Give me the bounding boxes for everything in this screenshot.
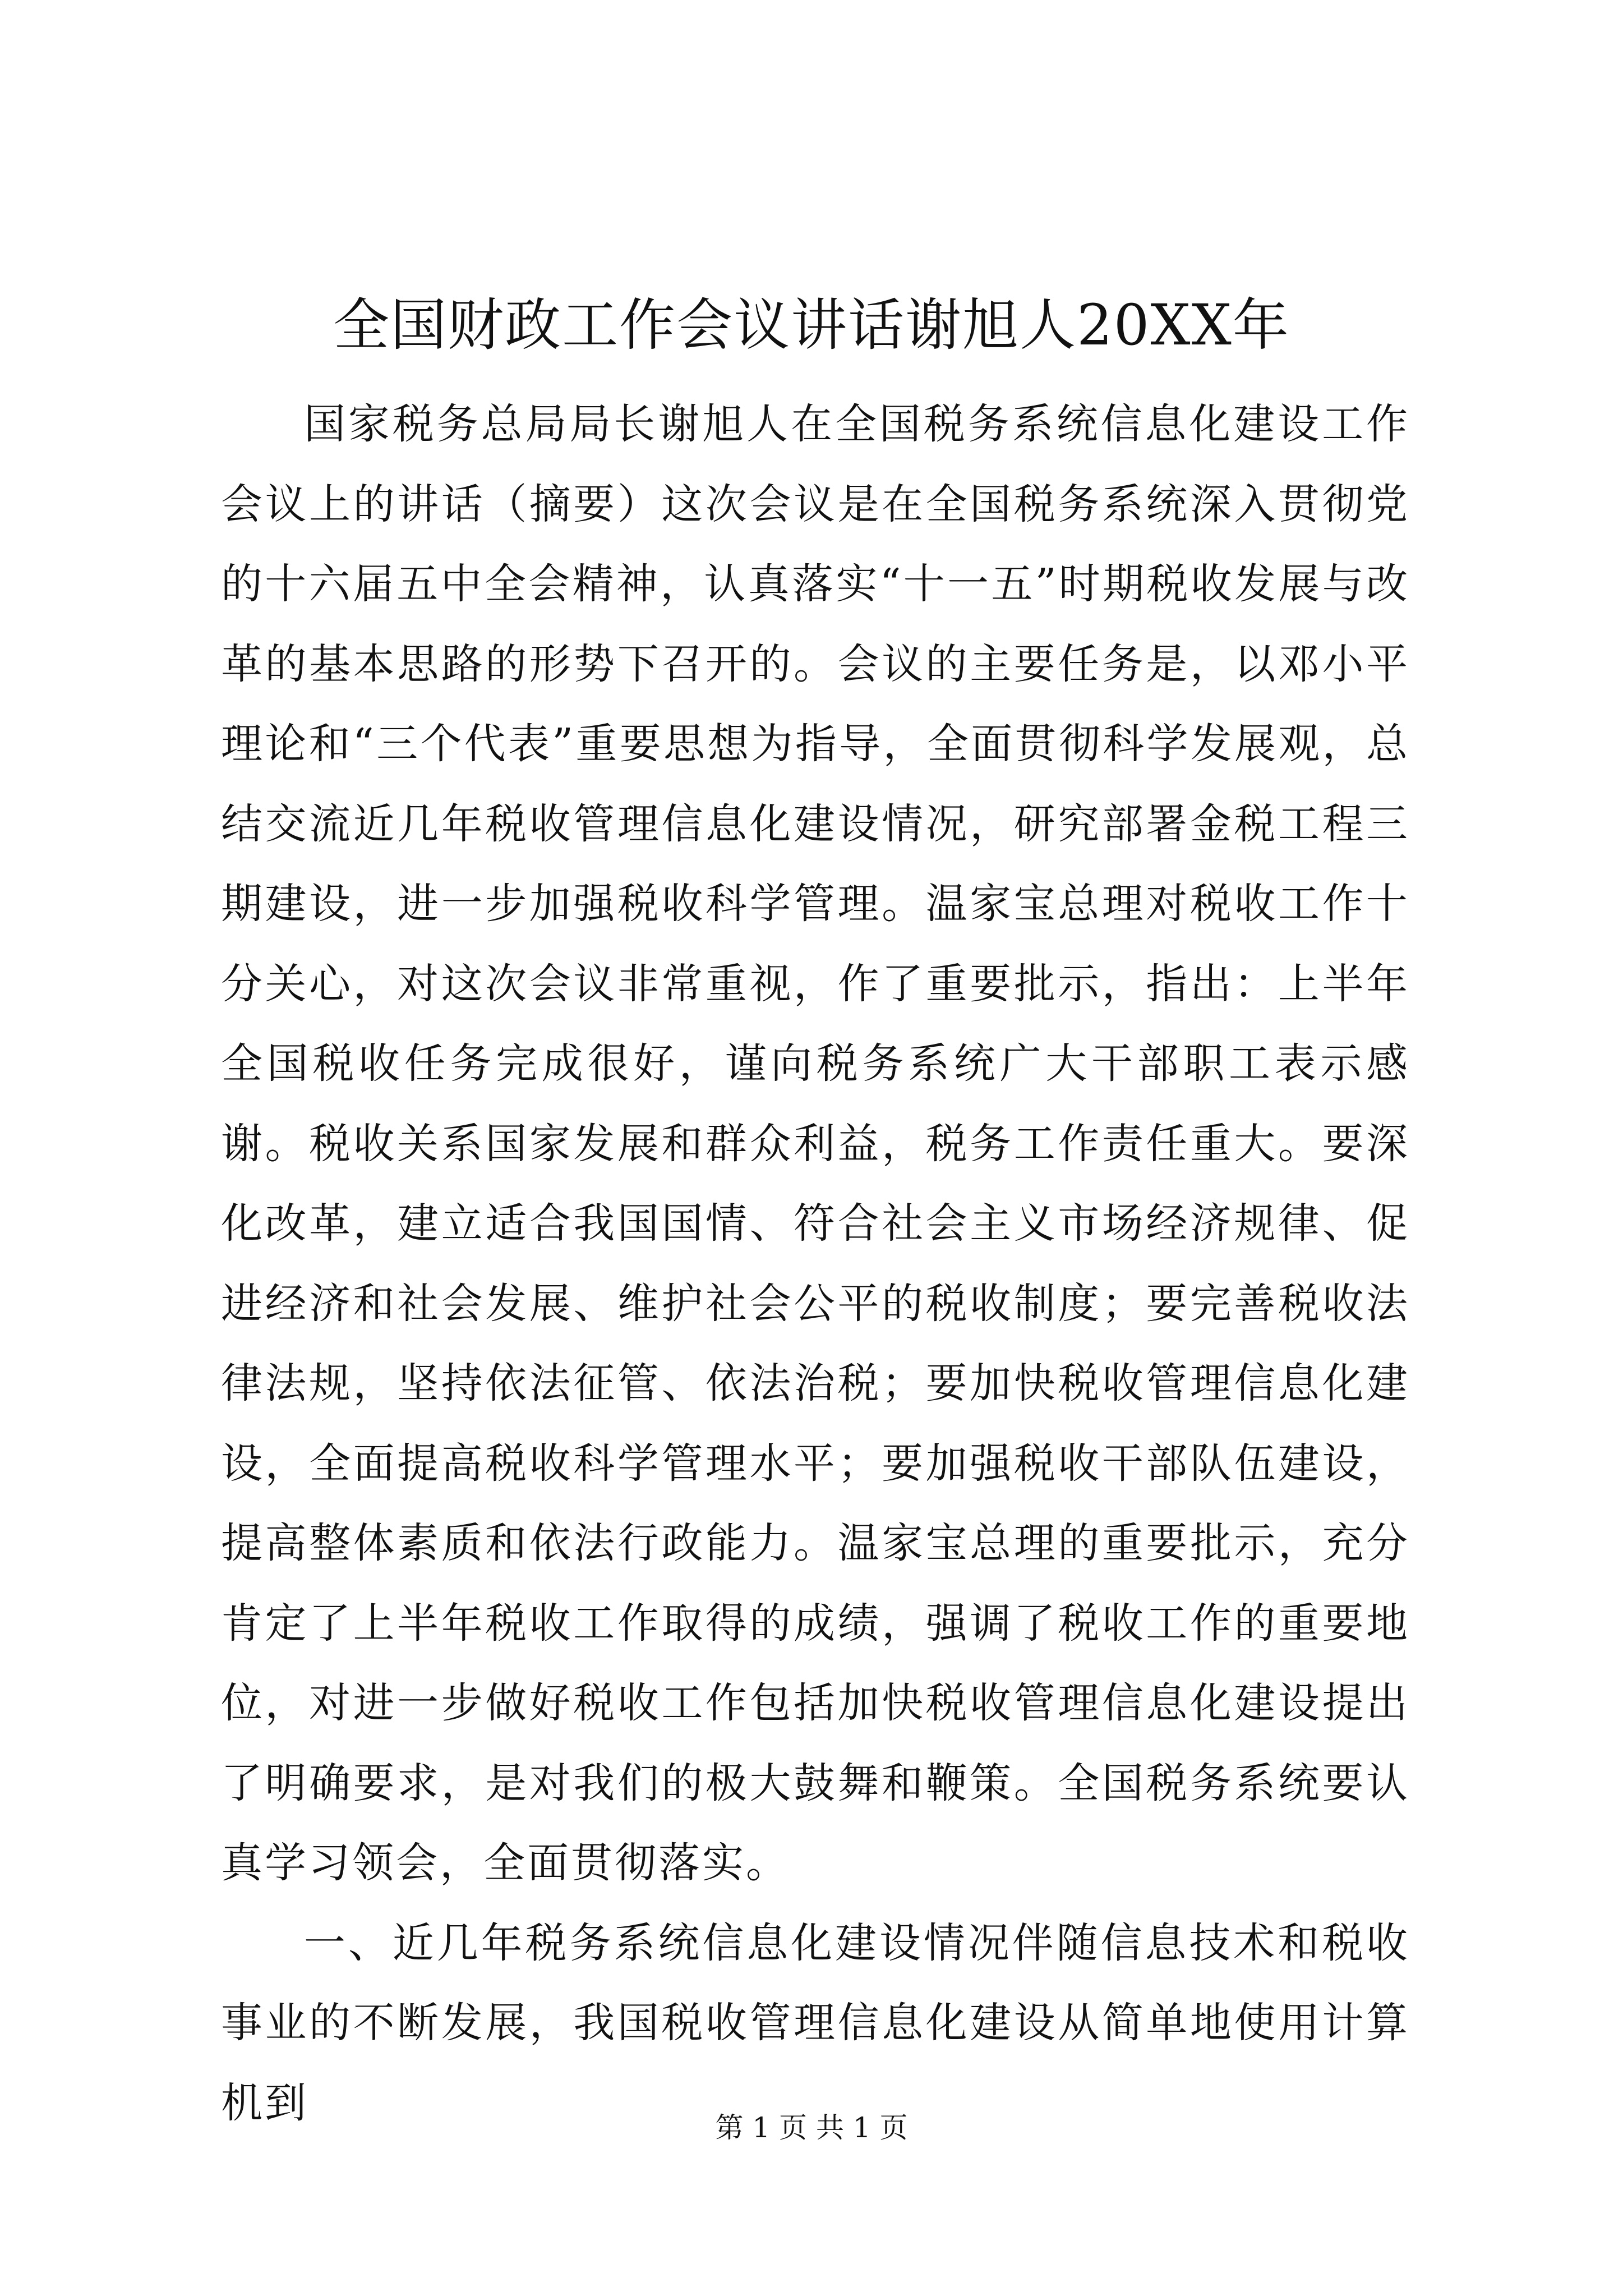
document-title: 全国财政工作会议讲话谢旭人20XX年 (333, 292, 1290, 358)
page-footer: 第 1 页 共 1 页 (715, 2111, 908, 2144)
document-body (221, 384, 1410, 2143)
body-paragraph: 国家税务总局局长谢旭人在全国税务系统信息化建设工作会议上的讲话（摘要）这次会议是在全国税务系统深入贯彻党的十六届五中全会精神，认真落实“十一五”时期税收发展与改革的基本思路的形势下召开的。会议的主要任务是，以邓小平理论和“三个代表”重要思想为指导，全面贯彻科学发展观，总结交流近几年税收管理信息化建设情况，研究部署金税工程三期建设，进一步加强税收科学管理。温家宝总理对税收工作十分关心，对这次会议非常重视，作了重要批示，指出：上半年全国税收任务完成很好，谨向税务系统广大干部职工表示感谢。税收关系国家发展和群众利益，税务工作责任重大。要深化改革，建立适合我国国情、符合社会主义市场经济规律、促进经济和社会发展、维护社会公平的税收制度；要完善税收法律法规，坚持依法征管、依法治税；要加快税收管理信息化建设，全面提高税收科学管理水平；要加强税收干部队伍建设，提高整体素质和依法行政能力。温家宝总理的重要批示，充分肯定了上半年税收工作取得的成绩，强调了税收工作的重要地位，对进一步做好税收工作包括加快税收管理信息化建设提出了明确要求，是对我们的极大鼓舞和鞭策。全国税务系统要认真学习领会，全面贯彻落实。 (221, 400, 1410, 1887)
body-paragraph: 一、近几年税务系统信息化建设情况伴随信息技术和税收事业的不断发展，我国税收管理信息化建设从简单地使用计算机到 (221, 1918, 1410, 2127)
